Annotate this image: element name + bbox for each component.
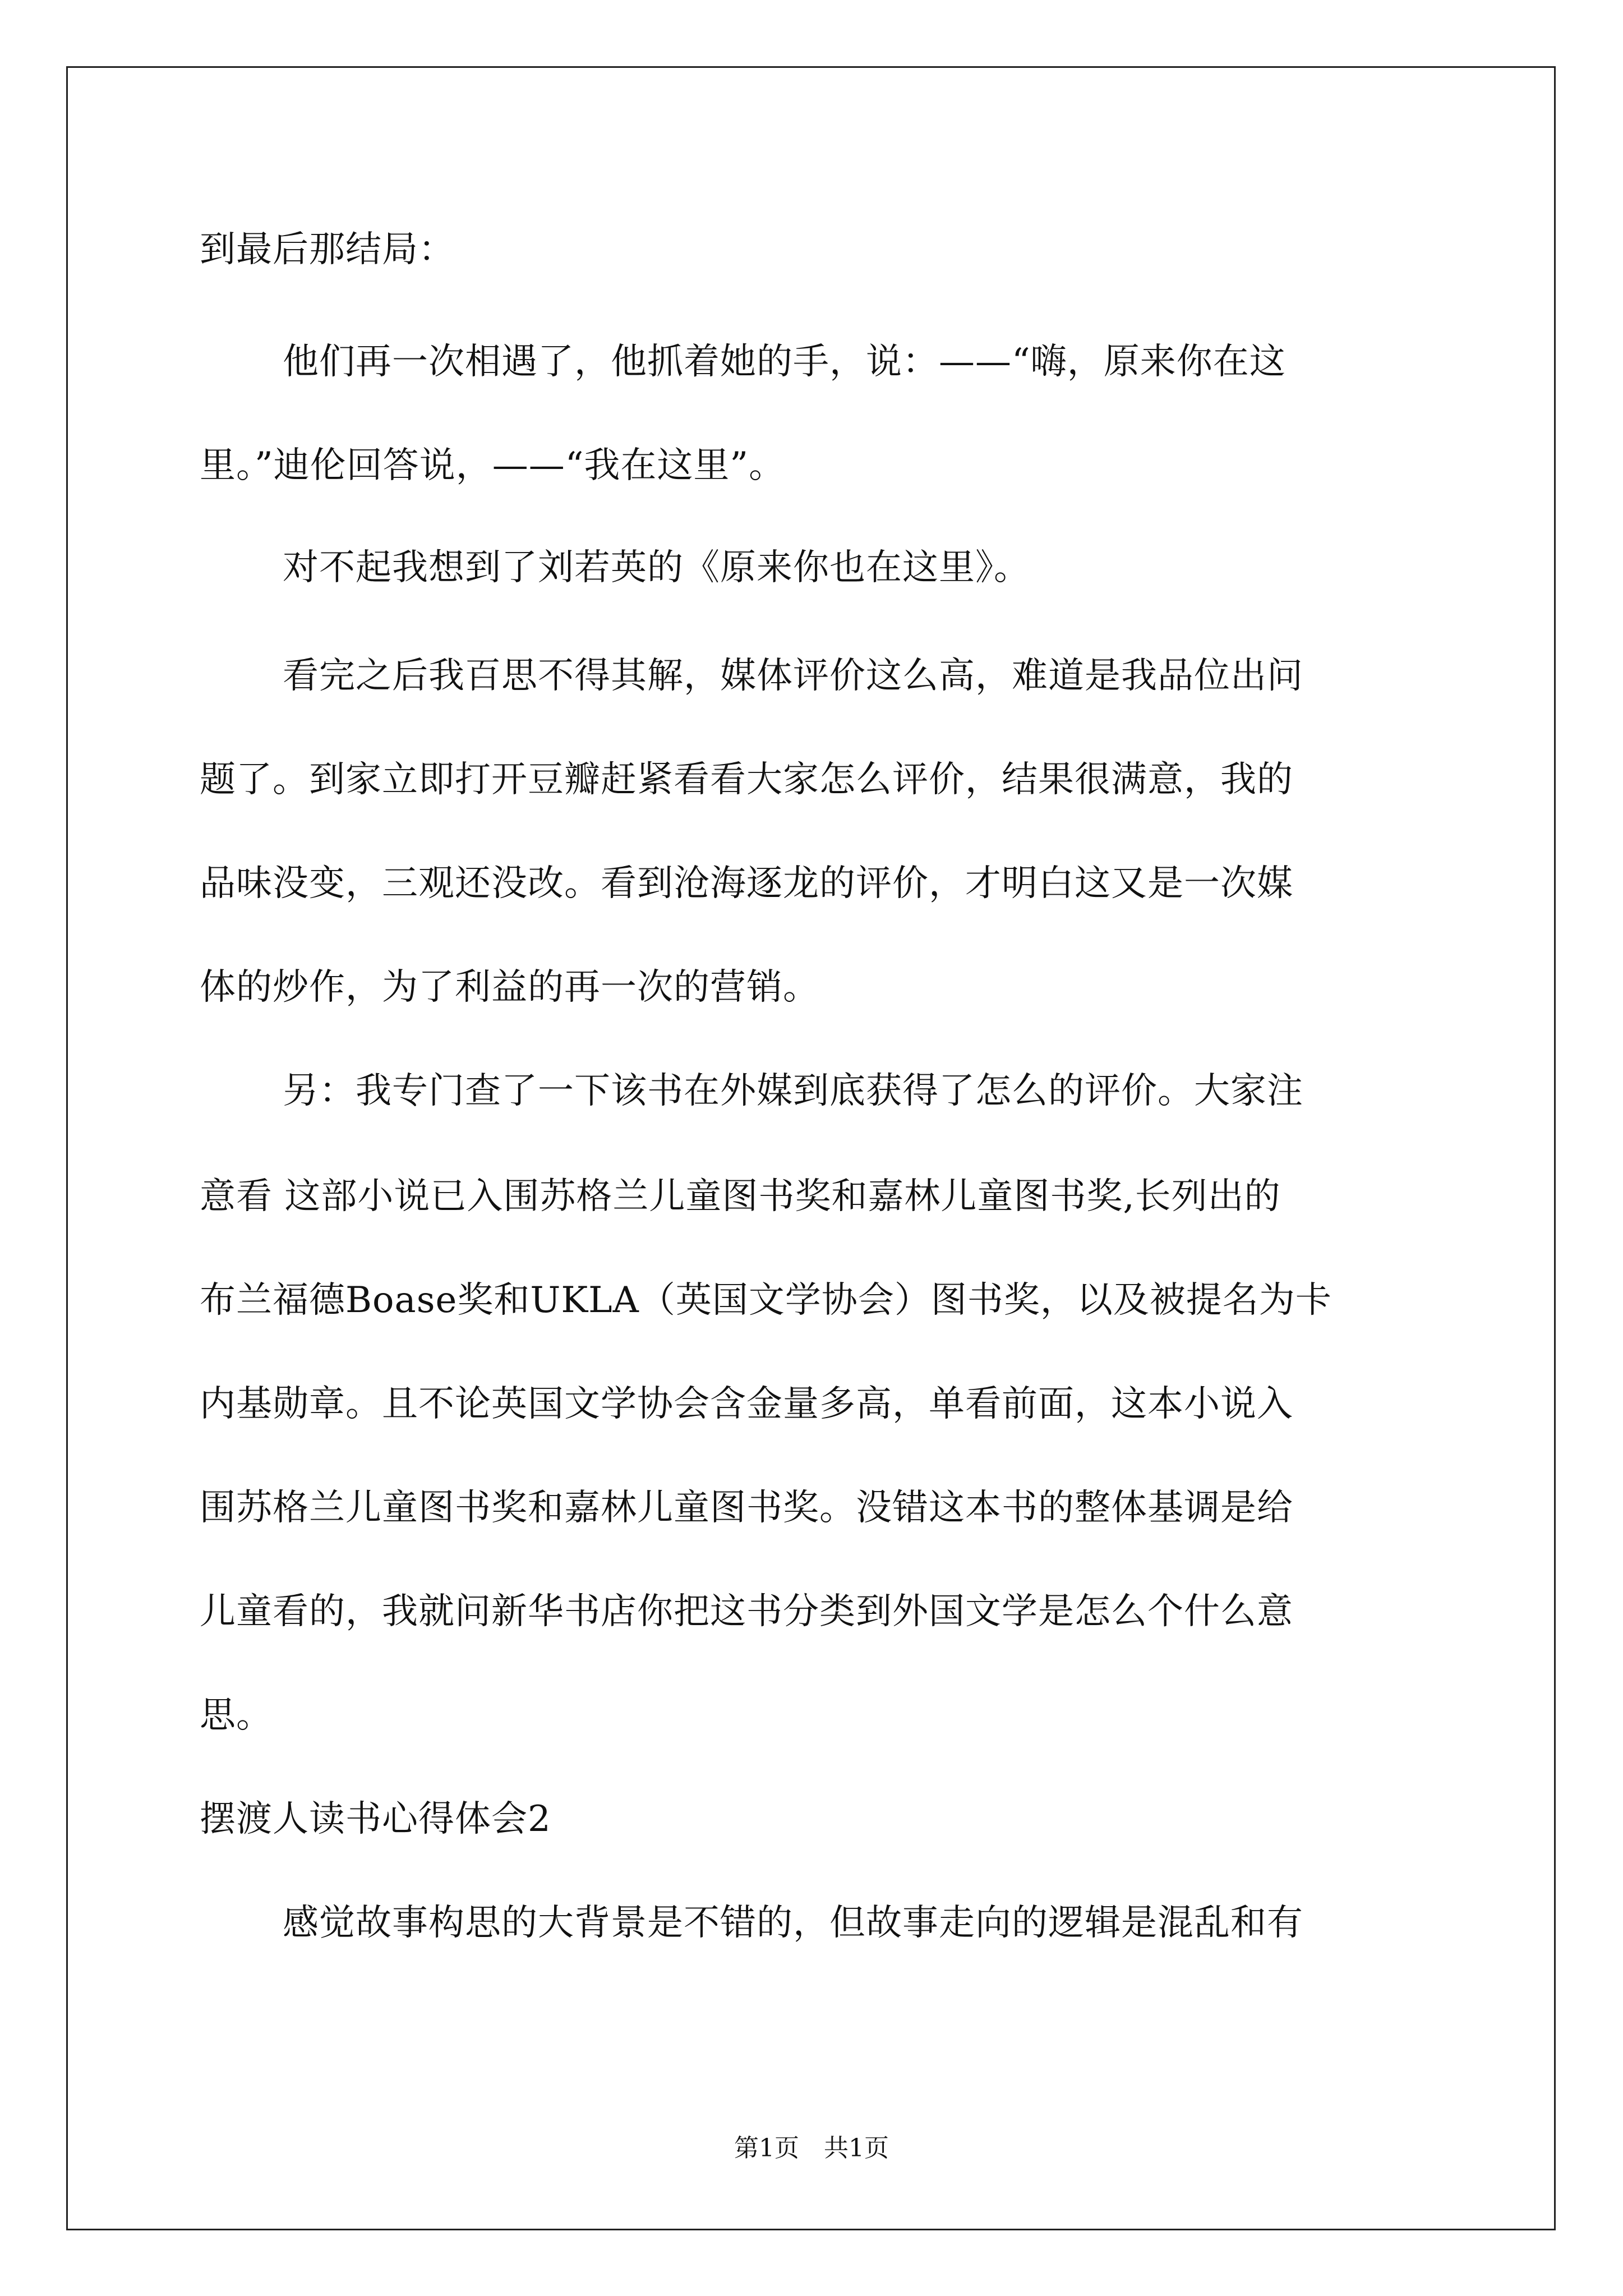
text-line: 另：我专门查了一下该书在外媒到底获得了怎么的评价。大家注 bbox=[283, 1070, 1303, 1112]
text-line: 感觉故事构思的大背景是不错的，但故事走向的逻辑是混乱和有 bbox=[283, 1902, 1303, 1944]
text-line: 儿童看的，我就问新华书店你把这书分类到外国文学是怎么个什么意 bbox=[200, 1591, 1293, 1632]
text-line: 题了。到家立即打开豆瓣赶紧看看大家怎么评价，结果很满意，我的 bbox=[200, 759, 1293, 800]
section-heading: 摆渡人读书心得体会2 bbox=[200, 1798, 551, 1840]
text-line: 内基勋章。且不论英国文学协会含金量多高，单看前面，这本小说入 bbox=[200, 1383, 1293, 1425]
text-line: 思。 bbox=[200, 1695, 273, 1736]
text-line: 品味没变，三观还没改。看到沧海逐龙的评价，才明白这又是一次媒 bbox=[200, 863, 1293, 904]
text-line: 对不起我想到了刘若英的《原来你也在这里》。 bbox=[283, 547, 1030, 588]
page-number-footer: 第1页 共1页 bbox=[734, 2134, 889, 2162]
text-line: 围苏格兰儿童图书奖和嘉林儿童图书奖。没错这本书的整体基调是给 bbox=[200, 1487, 1293, 1529]
text-line: 意看 这部小说已入围苏格兰儿童图书奖和嘉林儿童图书奖,长列出的 bbox=[200, 1176, 1281, 1217]
text-line: 看完之后我百思不得其解，媒体评价这么高，难道是我品位出问 bbox=[283, 655, 1303, 697]
text-line: 他们再一次相遇了，他抓着她的手，说：——“嗨，原来你在这 bbox=[283, 341, 1286, 383]
text-line: 体的炒作，为了利益的再一次的营销。 bbox=[200, 967, 819, 1008]
text-line: 到最后那结局： bbox=[200, 229, 455, 270]
text-line: 布兰福德Boase奖和UKLA（英国文学协会）图书奖，以及被提名为卡 bbox=[200, 1280, 1332, 1321]
text-line: 里。”迪伦回答说，——“我在这里”。 bbox=[200, 445, 786, 486]
